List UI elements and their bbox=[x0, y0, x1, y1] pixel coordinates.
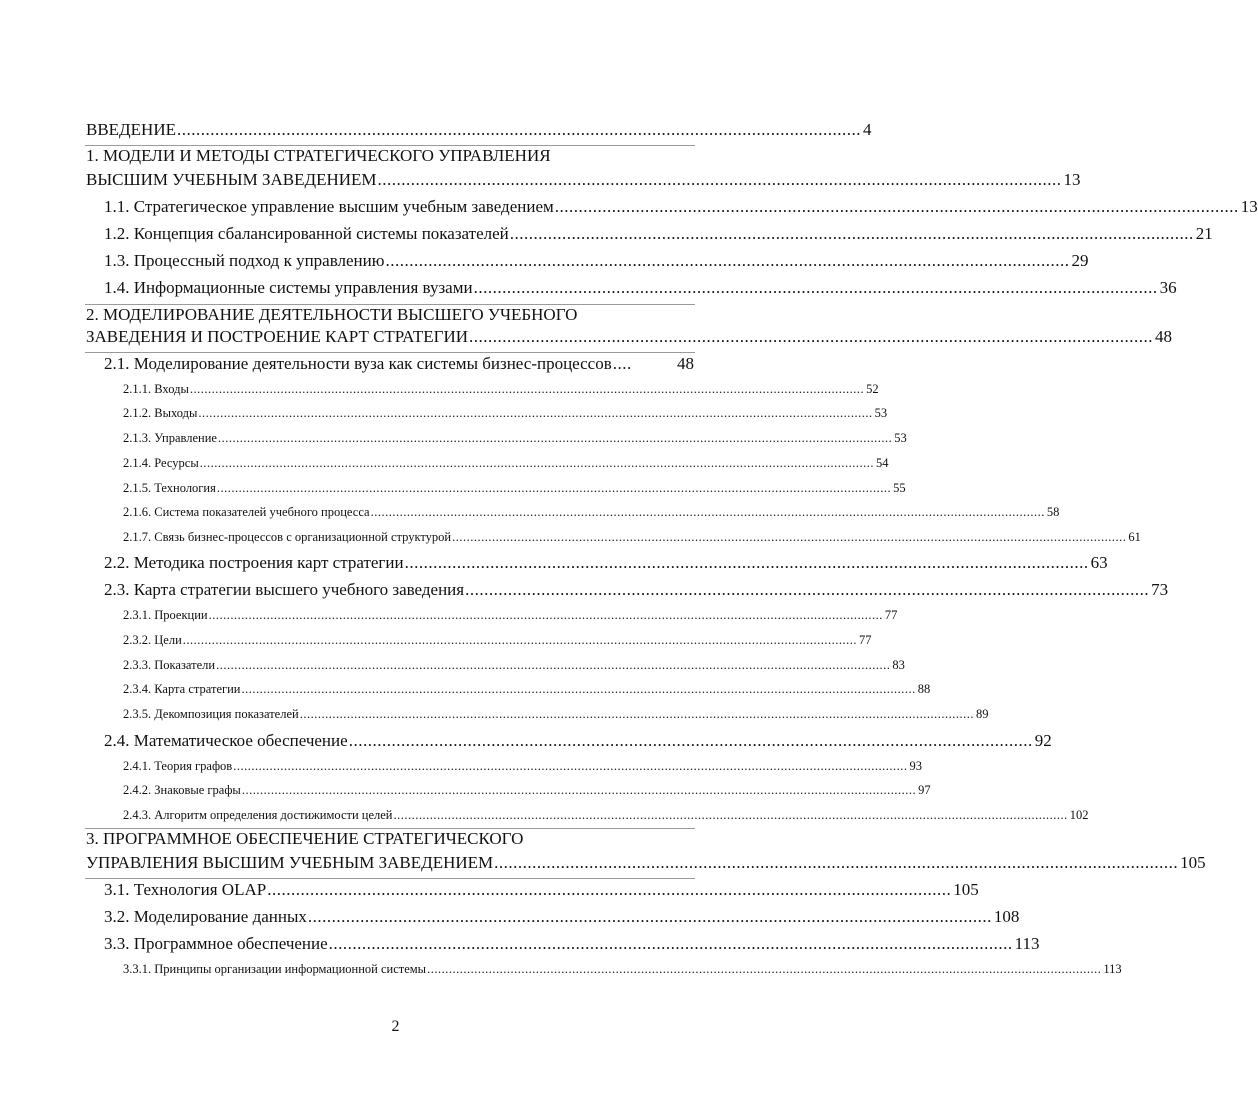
toc-entry-title: 2.3.3. Показатели bbox=[123, 658, 216, 672]
toc-entry-page: 36 bbox=[1159, 278, 1177, 297]
toc-entry-chapter-3[interactable] bbox=[86, 853, 1206, 873]
toc-entry-page: 13 bbox=[1240, 197, 1258, 216]
toc-chapter-1-line1[interactable]: 1. МОДЕЛИ И МЕТОДЫ СТРАТЕГИЧЕСКОГО УПРАВЛЕНИЯ bbox=[86, 146, 551, 165]
toc-entry-2-1-1[interactable] bbox=[123, 382, 879, 397]
toc-entry-title: 2.1.1. Входы bbox=[123, 382, 189, 396]
toc-entry-page: 105 bbox=[953, 880, 979, 899]
toc-chapter-3-line1[interactable]: 3. ПРОГРАММНОЕ ОБЕСПЕЧЕНИЕ СТРАТЕГИЧЕСКОГО bbox=[86, 829, 524, 848]
toc-entry-page: 113 bbox=[1014, 934, 1040, 953]
toc-entry-page: 54 bbox=[875, 456, 889, 470]
toc-entry-2-3-3[interactable] bbox=[123, 658, 905, 673]
toc-entry-page: 113 bbox=[1103, 962, 1122, 976]
toc-entry-page: 105 bbox=[1180, 853, 1206, 872]
section-separator bbox=[85, 828, 695, 829]
toc-entry-2-4[interactable] bbox=[104, 731, 1052, 751]
dot-leader: .......................................................................................................................................................................................... bbox=[299, 707, 974, 721]
toc-entry-2-1-6[interactable] bbox=[123, 505, 1060, 520]
toc-entry-title: 2.1.4. Ресурсы bbox=[123, 456, 199, 470]
toc-entry-title: 1.2. Концепция сбалансированной системы показателей bbox=[104, 224, 509, 243]
toc-entry-page: 102 bbox=[1069, 808, 1089, 822]
dot-leader: .... bbox=[612, 354, 632, 373]
toc-entry-page: 55 bbox=[893, 481, 906, 495]
toc-entry-2-3-2[interactable] bbox=[123, 633, 872, 648]
dot-leader: .......................................................................................................................................................................................... bbox=[208, 608, 883, 622]
toc-entry-title: 2.1.6. Система показателей учебного процесса bbox=[123, 505, 370, 519]
dot-leader: ................................................................................................................................................ bbox=[465, 580, 1150, 599]
toc-entry-2-4-1[interactable] bbox=[123, 759, 922, 774]
dot-leader: ................................................................................................................................................ bbox=[494, 853, 1179, 872]
dot-leader: .......................................................................................................................................................................................... bbox=[189, 382, 865, 396]
toc-entry-page: 53 bbox=[894, 431, 907, 445]
toc-entry-page: 4 bbox=[862, 120, 872, 139]
dot-leader: .......................................................................................................................................................................................... bbox=[199, 456, 874, 470]
toc-entry-title: 2.3.4. Карта стратегии bbox=[123, 682, 241, 696]
toc-entry-title: 1.4. Информационные системы управления вузами bbox=[104, 278, 473, 297]
toc-entry-2-1-5[interactable] bbox=[123, 481, 906, 496]
toc-entry-chapter-2[interactable] bbox=[86, 327, 1173, 347]
toc-entry-title: 2.1.5. Технология bbox=[123, 481, 216, 495]
toc-entry-title: 2.1.7. Связь бизнес-процессов с организационной структурой bbox=[123, 530, 452, 544]
dot-leader: ................................................................................................................................................ bbox=[348, 731, 1033, 750]
dot-leader: .......................................................................................................................................................................................... bbox=[198, 406, 873, 420]
dot-leader: .......................................................................................................................................................................................... bbox=[370, 505, 1045, 519]
dot-leader: .......................................................................................................................................................................................... bbox=[427, 962, 1102, 976]
toc-entry-page: 97 bbox=[918, 783, 931, 797]
toc-entry-title: 2.4.1. Теория графов bbox=[123, 759, 233, 773]
toc-entry-1-4[interactable] bbox=[104, 278, 1177, 298]
toc-entry-title: 2.4.2. Знаковые графы bbox=[123, 783, 241, 797]
dot-leader: ................................................................................................................................................ bbox=[404, 553, 1089, 572]
toc-entry-2-1-3[interactable] bbox=[123, 431, 907, 446]
toc-entry-page: 58 bbox=[1046, 505, 1060, 519]
toc-entry-page: 77 bbox=[884, 608, 898, 622]
toc-entry-page: 13 bbox=[1063, 170, 1081, 189]
toc-entry-2-1-4[interactable] bbox=[123, 456, 889, 471]
dot-leader: ................................................................................................................................................ bbox=[385, 251, 1070, 270]
toc-entry-title: 2.1. Моделирование деятельности вуза как системы бизнес-процессов bbox=[104, 354, 612, 373]
toc-entry-3-1[interactable] bbox=[104, 880, 979, 900]
dot-leader: ................................................................................................................................................ bbox=[469, 327, 1154, 346]
dot-leader: .......................................................................................................................................................................................... bbox=[217, 431, 893, 445]
toc-entry-1-2[interactable] bbox=[104, 224, 1213, 244]
toc-entry-page: 63 bbox=[1090, 553, 1108, 572]
toc-entry-title: 2.4.3. Алгоритм определения достижимости целей bbox=[123, 808, 393, 822]
toc-entry-title: ВЫСШИМ УЧЕБНЫМ ЗАВЕДЕНИЕМ bbox=[86, 170, 377, 189]
toc-entry-page: 89 bbox=[975, 707, 989, 721]
toc-entry-page: 52 bbox=[866, 382, 879, 396]
dot-leader: .......................................................................................................................................................................................... bbox=[241, 682, 916, 696]
toc-entry-page: 48 bbox=[677, 354, 694, 373]
toc-entry-title: 2.3. Карта стратегии высшего учебного заведения bbox=[104, 580, 465, 599]
toc-entry-3-2[interactable] bbox=[104, 907, 1020, 927]
toc-entry-2-3-1[interactable] bbox=[123, 608, 898, 623]
toc-entry-2-3-5[interactable] bbox=[123, 707, 989, 722]
dot-leader: ................................................................................................................................................ bbox=[267, 880, 952, 899]
dot-leader: ................................................................................................................................................ bbox=[473, 278, 1158, 297]
toc-entry-page: 61 bbox=[1128, 530, 1141, 544]
toc-entry-2-1-7[interactable] bbox=[123, 530, 1141, 545]
toc-entry-title: УПРАВЛЕНИЯ ВЫСШИМ УЧЕБНЫМ ЗАВЕДЕНИЕМ bbox=[86, 853, 494, 872]
dot-leader: .......................................................................................................................................................................................... bbox=[241, 783, 917, 797]
toc-entry-page: 83 bbox=[892, 658, 905, 672]
toc-entry-title: ЗАВЕДЕНИЯ И ПОСТРОЕНИЕ КАРТ СТРАТЕГИИ bbox=[86, 327, 469, 346]
toc-entry-chapter-1[interactable] bbox=[86, 170, 1081, 190]
toc-entry-page: 48 bbox=[1155, 327, 1173, 346]
toc-entry-3-3[interactable] bbox=[104, 934, 1040, 954]
dot-leader: ................................................................................................................................................ bbox=[307, 907, 992, 926]
toc-entry-title: 2.3.1. Проекции bbox=[123, 608, 208, 622]
toc-entry-page: 88 bbox=[917, 682, 931, 696]
toc-entry-title: ВВЕДЕНИЕ bbox=[86, 120, 176, 139]
toc-entry-title: 1.3. Процессный подход к управлению bbox=[104, 251, 385, 270]
section-separator bbox=[85, 304, 695, 305]
toc-entry-page: 92 bbox=[1034, 731, 1052, 750]
dot-leader: .......................................................................................................................................................................................... bbox=[216, 481, 892, 495]
toc-entry-title: 1.1. Стратегическое управление высшим учебным заведением bbox=[104, 197, 554, 216]
toc-chapter-2-line1[interactable]: 2. МОДЕЛИРОВАНИЕ ДЕЯТЕЛЬНОСТИ ВЫСШЕГО УЧЕБНОГО bbox=[86, 305, 578, 324]
toc-entry-2-1[interactable] bbox=[104, 354, 694, 374]
section-separator bbox=[85, 878, 695, 879]
toc-entry-title: 2.4. Математическое обеспечение bbox=[104, 731, 348, 750]
toc-entry-title: 3.3.1. Принципы организации информационной системы bbox=[123, 962, 427, 976]
toc-entry-page: 53 bbox=[874, 406, 888, 420]
dot-leader: .......................................................................................................................................................................................... bbox=[393, 808, 1068, 822]
toc-entry-page: 77 bbox=[859, 633, 872, 647]
toc-entry-page: 21 bbox=[1195, 224, 1213, 243]
dot-leader: ................................................................................................................................................ bbox=[377, 170, 1062, 189]
section-separator bbox=[85, 352, 695, 353]
dot-leader: .......................................................................................................................................................................................... bbox=[233, 759, 908, 773]
dot-leader: ................................................................................................................................................ bbox=[176, 120, 861, 139]
toc-entry-title: 3.2. Моделирование данных bbox=[104, 907, 307, 926]
dot-leader: ................................................................................................................................................ bbox=[509, 224, 1194, 243]
toc-entry-title: 2.1.2. Выходы bbox=[123, 406, 198, 420]
toc-entry-title: 2.1.3. Управление bbox=[123, 431, 217, 445]
toc-entry-2-2[interactable] bbox=[104, 553, 1108, 573]
toc-entry-title: 2.2. Методика построения карт стратегии bbox=[104, 553, 404, 572]
toc-entry-2-1-2[interactable] bbox=[123, 406, 888, 421]
dot-leader: ................................................................................................................................................ bbox=[554, 197, 1239, 216]
toc-entry-2-3-4[interactable] bbox=[123, 682, 931, 697]
dot-leader: .......................................................................................................................................................................................... bbox=[182, 633, 858, 647]
toc-entry-3-3-1[interactable] bbox=[123, 962, 1122, 977]
dot-leader: .......................................................................................................................................................................................... bbox=[452, 530, 1127, 544]
section-separator bbox=[85, 145, 695, 146]
toc-entry-page: 108 bbox=[993, 907, 1020, 926]
toc-entry-2-4-3[interactable] bbox=[123, 808, 1089, 823]
toc-entry-intro[interactable] bbox=[86, 120, 872, 140]
toc-entry-page: 73 bbox=[1151, 580, 1169, 599]
toc-entry-1-1[interactable] bbox=[104, 197, 1258, 217]
toc-entry-2-3[interactable] bbox=[104, 580, 1169, 600]
toc-entry-title: 3.1. Технология OLAP bbox=[104, 880, 267, 899]
toc-entry-title: 2.3.2. Цели bbox=[123, 633, 182, 647]
toc-entry-page: 93 bbox=[909, 759, 922, 773]
toc-entry-page: 29 bbox=[1071, 251, 1089, 270]
dot-leader: .......................................................................................................................................................................................... bbox=[216, 658, 891, 672]
toc-entry-1-3[interactable] bbox=[104, 251, 1089, 271]
toc-entry-title: 2.3.5. Декомпозиция показателей bbox=[123, 707, 299, 721]
page-number: 2 bbox=[391, 1018, 400, 1035]
toc-entry-2-4-2[interactable] bbox=[123, 783, 931, 798]
toc-entry-title: 3.3. Программное обеспечение bbox=[104, 934, 328, 953]
dot-leader: ................................................................................................................................................ bbox=[328, 934, 1013, 953]
